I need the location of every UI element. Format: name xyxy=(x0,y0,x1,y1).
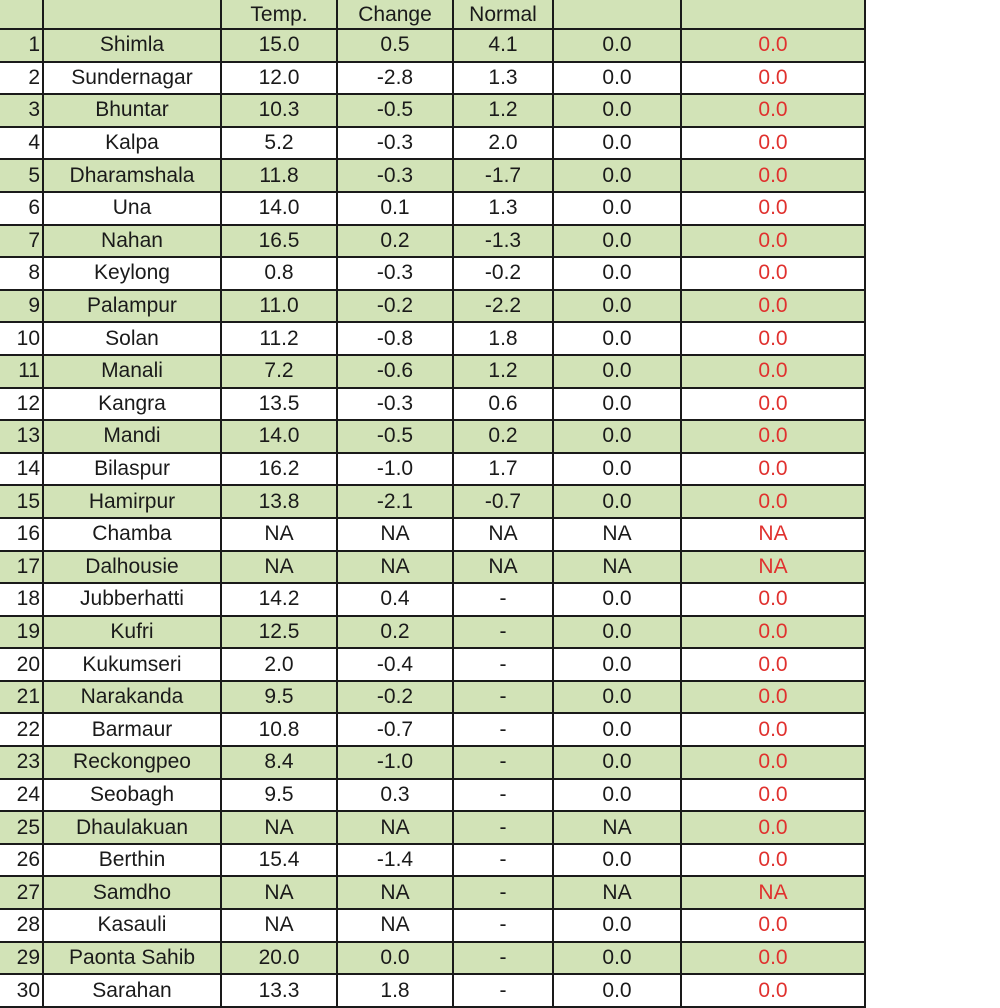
row-temp: NA xyxy=(221,909,337,942)
row-change: -0.6 xyxy=(337,355,453,388)
row-station: Reckongpeo xyxy=(43,746,221,779)
row-change: -0.3 xyxy=(337,257,453,290)
row-col6: 0.0 xyxy=(553,844,681,877)
row-station: Chamba xyxy=(43,518,221,551)
table-row xyxy=(0,453,865,486)
table-row xyxy=(0,876,865,909)
row-station: Kukumseri xyxy=(43,648,221,681)
row-temp: 14.0 xyxy=(221,192,337,225)
row-change: -1.4 xyxy=(337,844,453,877)
row-temp: 11.2 xyxy=(221,322,337,355)
row-sno: 7 xyxy=(0,225,43,258)
row-sno: 9 xyxy=(0,290,43,323)
row-station: Jubberhatti xyxy=(43,583,221,616)
row-normal: 0.6 xyxy=(453,388,553,421)
row-col7: 0.0 xyxy=(681,127,865,160)
row-col6: NA xyxy=(553,876,681,909)
row-sno: 16 xyxy=(0,518,43,551)
row-col6: 0.0 xyxy=(553,192,681,225)
table-row xyxy=(0,485,865,518)
row-sno: 19 xyxy=(0,616,43,649)
row-normal: - xyxy=(453,681,553,714)
row-col6: 0.0 xyxy=(553,322,681,355)
row-temp: 11.0 xyxy=(221,290,337,323)
row-col7: 0.0 xyxy=(681,942,865,975)
row-station: Dharamshala xyxy=(43,159,221,192)
row-change: 0.4 xyxy=(337,583,453,616)
table-row xyxy=(0,127,865,160)
row-temp: 10.3 xyxy=(221,94,337,127)
row-normal: - xyxy=(453,616,553,649)
row-sno: 5 xyxy=(0,159,43,192)
row-col6: 0.0 xyxy=(553,616,681,649)
row-temp: 13.5 xyxy=(221,388,337,421)
row-change: -0.2 xyxy=(337,290,453,323)
row-col6: 0.0 xyxy=(553,94,681,127)
row-normal: NA xyxy=(453,518,553,551)
row-sno: 29 xyxy=(0,942,43,975)
row-temp: 13.8 xyxy=(221,485,337,518)
row-station: Barmaur xyxy=(43,713,221,746)
row-temp: NA xyxy=(221,551,337,584)
row-normal: - xyxy=(453,909,553,942)
table-row xyxy=(0,909,865,942)
row-sno: 14 xyxy=(0,453,43,486)
row-col7: 0.0 xyxy=(681,29,865,62)
row-temp: 12.5 xyxy=(221,616,337,649)
row-change: 0.2 xyxy=(337,616,453,649)
table-row xyxy=(0,225,865,258)
row-col7: 0.0 xyxy=(681,974,865,1007)
row-change: 0.0 xyxy=(337,942,453,975)
row-station: Narakanda xyxy=(43,681,221,714)
row-change: 0.5 xyxy=(337,29,453,62)
row-station: Solan xyxy=(43,322,221,355)
row-temp: 8.4 xyxy=(221,746,337,779)
row-normal: - xyxy=(453,974,553,1007)
row-station: Hamirpur xyxy=(43,485,221,518)
row-station: Nahan xyxy=(43,225,221,258)
row-change: -1.0 xyxy=(337,453,453,486)
row-col7: 0.0 xyxy=(681,388,865,421)
row-sno: 13 xyxy=(0,420,43,453)
header-row xyxy=(0,0,865,29)
row-col6: NA xyxy=(553,551,681,584)
table-row xyxy=(0,713,865,746)
row-col6: 0.0 xyxy=(553,355,681,388)
row-station: Kangra xyxy=(43,388,221,421)
table-row xyxy=(0,518,865,551)
row-col7: 0.0 xyxy=(681,909,865,942)
row-temp: 15.4 xyxy=(221,844,337,877)
row-col7: 0.0 xyxy=(681,485,865,518)
row-station: Berthin xyxy=(43,844,221,877)
row-sno: 6 xyxy=(0,192,43,225)
row-station: Seobagh xyxy=(43,779,221,812)
row-col7: NA xyxy=(681,876,865,909)
table-row xyxy=(0,616,865,649)
table-row xyxy=(0,94,865,127)
row-station: Kasauli xyxy=(43,909,221,942)
row-station: Palampur xyxy=(43,290,221,323)
row-change: 1.8 xyxy=(337,974,453,1007)
row-col6: 0.0 xyxy=(553,388,681,421)
row-col6: 0.0 xyxy=(553,909,681,942)
row-normal: - xyxy=(453,942,553,975)
row-col6: 0.0 xyxy=(553,29,681,62)
row-change: NA xyxy=(337,811,453,844)
row-station: Dalhousie xyxy=(43,551,221,584)
row-sno: 23 xyxy=(0,746,43,779)
row-station: Dhaulakuan xyxy=(43,811,221,844)
table-row xyxy=(0,844,865,877)
row-temp: 15.0 xyxy=(221,29,337,62)
row-col7: 0.0 xyxy=(681,257,865,290)
row-col7: 0.0 xyxy=(681,453,865,486)
row-station: Sarahan xyxy=(43,974,221,1007)
row-col7: 0.0 xyxy=(681,583,865,616)
row-col7: 0.0 xyxy=(681,681,865,714)
table-row xyxy=(0,811,865,844)
row-station: Sundernagar xyxy=(43,62,221,95)
row-col6: 0.0 xyxy=(553,290,681,323)
table-row xyxy=(0,746,865,779)
table-row xyxy=(0,192,865,225)
row-temp: 16.2 xyxy=(221,453,337,486)
row-col6: 0.0 xyxy=(553,713,681,746)
row-col7: 0.0 xyxy=(681,62,865,95)
table-row xyxy=(0,257,865,290)
row-temp: NA xyxy=(221,811,337,844)
row-change: -0.7 xyxy=(337,713,453,746)
table-row xyxy=(0,159,865,192)
table-row xyxy=(0,942,865,975)
row-station: Bilaspur xyxy=(43,453,221,486)
row-station: Samdho xyxy=(43,876,221,909)
row-normal: 1.2 xyxy=(453,94,553,127)
row-change: -0.3 xyxy=(337,388,453,421)
row-sno: 15 xyxy=(0,485,43,518)
row-change: 0.1 xyxy=(337,192,453,225)
row-station: Mandi xyxy=(43,420,221,453)
table-row xyxy=(0,29,865,62)
header-change: Change xyxy=(337,0,453,29)
row-col6: 0.0 xyxy=(553,62,681,95)
row-temp: 20.0 xyxy=(221,942,337,975)
row-normal: 1.7 xyxy=(453,453,553,486)
row-col6: 0.0 xyxy=(553,453,681,486)
row-temp: 9.5 xyxy=(221,681,337,714)
row-col6: 0.0 xyxy=(553,420,681,453)
row-sno: 28 xyxy=(0,909,43,942)
row-col6: 0.0 xyxy=(553,779,681,812)
row-temp: NA xyxy=(221,876,337,909)
row-temp: 14.0 xyxy=(221,420,337,453)
table-row xyxy=(0,779,865,812)
table-row xyxy=(0,420,865,453)
row-sno: 3 xyxy=(0,94,43,127)
row-temp: 5.2 xyxy=(221,127,337,160)
row-sno: 24 xyxy=(0,779,43,812)
row-normal: 1.8 xyxy=(453,322,553,355)
row-col6: 0.0 xyxy=(553,127,681,160)
row-col6: 0.0 xyxy=(553,485,681,518)
row-station: Shimla xyxy=(43,29,221,62)
row-col6: 0.0 xyxy=(553,974,681,1007)
row-col7: 0.0 xyxy=(681,713,865,746)
row-sno: 11 xyxy=(0,355,43,388)
row-normal: NA xyxy=(453,551,553,584)
row-station: Manali xyxy=(43,355,221,388)
row-sno: 20 xyxy=(0,648,43,681)
row-col6: 0.0 xyxy=(553,942,681,975)
table-row xyxy=(0,648,865,681)
row-normal: -0.7 xyxy=(453,485,553,518)
row-col6: NA xyxy=(553,811,681,844)
row-change: -0.3 xyxy=(337,159,453,192)
row-col6: 0.0 xyxy=(553,257,681,290)
row-normal: - xyxy=(453,746,553,779)
row-station: Keylong xyxy=(43,257,221,290)
row-sno: 25 xyxy=(0,811,43,844)
table-row xyxy=(0,551,865,584)
row-temp: 11.8 xyxy=(221,159,337,192)
row-change: -2.8 xyxy=(337,62,453,95)
row-change: -0.4 xyxy=(337,648,453,681)
row-normal: 1.2 xyxy=(453,355,553,388)
table-row xyxy=(0,974,865,1007)
row-col6: 0.0 xyxy=(553,681,681,714)
row-station: Bhuntar xyxy=(43,94,221,127)
table-row xyxy=(0,62,865,95)
header-station xyxy=(43,0,221,29)
row-change: 0.2 xyxy=(337,225,453,258)
table-row xyxy=(0,681,865,714)
row-temp: 2.0 xyxy=(221,648,337,681)
row-col7: NA xyxy=(681,518,865,551)
row-sno: 8 xyxy=(0,257,43,290)
row-station: Kufri xyxy=(43,616,221,649)
row-col7: 0.0 xyxy=(681,616,865,649)
row-col7: NA xyxy=(681,551,865,584)
row-normal: 0.2 xyxy=(453,420,553,453)
row-col7: 0.0 xyxy=(681,159,865,192)
row-col6: 0.0 xyxy=(553,225,681,258)
row-temp: 9.5 xyxy=(221,779,337,812)
row-change: -0.3 xyxy=(337,127,453,160)
row-normal: -1.7 xyxy=(453,159,553,192)
row-temp: NA xyxy=(221,518,337,551)
row-col6: 0.0 xyxy=(553,746,681,779)
header-sno xyxy=(0,0,43,29)
row-col7: 0.0 xyxy=(681,225,865,258)
row-station: Paonta Sahib xyxy=(43,942,221,975)
row-col7: 0.0 xyxy=(681,192,865,225)
row-col7: 0.0 xyxy=(681,322,865,355)
table-row xyxy=(0,388,865,421)
row-change: -2.1 xyxy=(337,485,453,518)
row-sno: 21 xyxy=(0,681,43,714)
row-sno: 2 xyxy=(0,62,43,95)
row-col7: 0.0 xyxy=(681,420,865,453)
table-row xyxy=(0,583,865,616)
row-sno: 22 xyxy=(0,713,43,746)
row-col6: 0.0 xyxy=(553,583,681,616)
row-change: -0.8 xyxy=(337,322,453,355)
row-change: 0.3 xyxy=(337,779,453,812)
row-change: -0.5 xyxy=(337,94,453,127)
table-row xyxy=(0,355,865,388)
row-col7: 0.0 xyxy=(681,648,865,681)
row-col7: 0.0 xyxy=(681,779,865,812)
row-col7: 0.0 xyxy=(681,94,865,127)
row-normal: - xyxy=(453,876,553,909)
row-normal: 1.3 xyxy=(453,62,553,95)
row-sno: 4 xyxy=(0,127,43,160)
row-change: -0.2 xyxy=(337,681,453,714)
row-temp: 12.0 xyxy=(221,62,337,95)
row-normal: -2.2 xyxy=(453,290,553,323)
row-change: NA xyxy=(337,876,453,909)
row-temp: 10.8 xyxy=(221,713,337,746)
row-station: Kalpa xyxy=(43,127,221,160)
row-col6: 0.0 xyxy=(553,648,681,681)
row-temp: 13.3 xyxy=(221,974,337,1007)
row-normal: -1.3 xyxy=(453,225,553,258)
row-change: NA xyxy=(337,518,453,551)
row-normal: - xyxy=(453,844,553,877)
row-sno: 17 xyxy=(0,551,43,584)
header-col6 xyxy=(553,0,681,29)
row-temp: 14.2 xyxy=(221,583,337,616)
row-normal: 4.1 xyxy=(453,29,553,62)
table-row xyxy=(0,290,865,323)
row-station: Una xyxy=(43,192,221,225)
row-col7: 0.0 xyxy=(681,290,865,323)
row-col6: 0.0 xyxy=(553,159,681,192)
row-sno: 10 xyxy=(0,322,43,355)
row-normal: 2.0 xyxy=(453,127,553,160)
row-normal: -0.2 xyxy=(453,257,553,290)
row-col7: 0.0 xyxy=(681,355,865,388)
row-normal: - xyxy=(453,779,553,812)
row-temp: 7.2 xyxy=(221,355,337,388)
row-temp: 0.8 xyxy=(221,257,337,290)
row-change: NA xyxy=(337,551,453,584)
row-normal: - xyxy=(453,713,553,746)
row-change: -0.5 xyxy=(337,420,453,453)
row-normal: - xyxy=(453,648,553,681)
row-temp: 16.5 xyxy=(221,225,337,258)
header-temp: Temp. xyxy=(221,0,337,29)
row-col7: 0.0 xyxy=(681,746,865,779)
row-normal: 1.3 xyxy=(453,192,553,225)
row-sno: 26 xyxy=(0,844,43,877)
header-normal: Normal xyxy=(453,0,553,29)
header-col7 xyxy=(681,0,865,29)
row-sno: 1 xyxy=(0,29,43,62)
table-row xyxy=(0,322,865,355)
row-normal: - xyxy=(453,811,553,844)
row-sno: 30 xyxy=(0,974,43,1007)
row-col7: 0.0 xyxy=(681,844,865,877)
row-col6: NA xyxy=(553,518,681,551)
row-sno: 27 xyxy=(0,876,43,909)
row-col7: 0.0 xyxy=(681,811,865,844)
row-normal: - xyxy=(453,583,553,616)
row-change: -1.0 xyxy=(337,746,453,779)
row-sno: 12 xyxy=(0,388,43,421)
row-sno: 18 xyxy=(0,583,43,616)
row-change: NA xyxy=(337,909,453,942)
